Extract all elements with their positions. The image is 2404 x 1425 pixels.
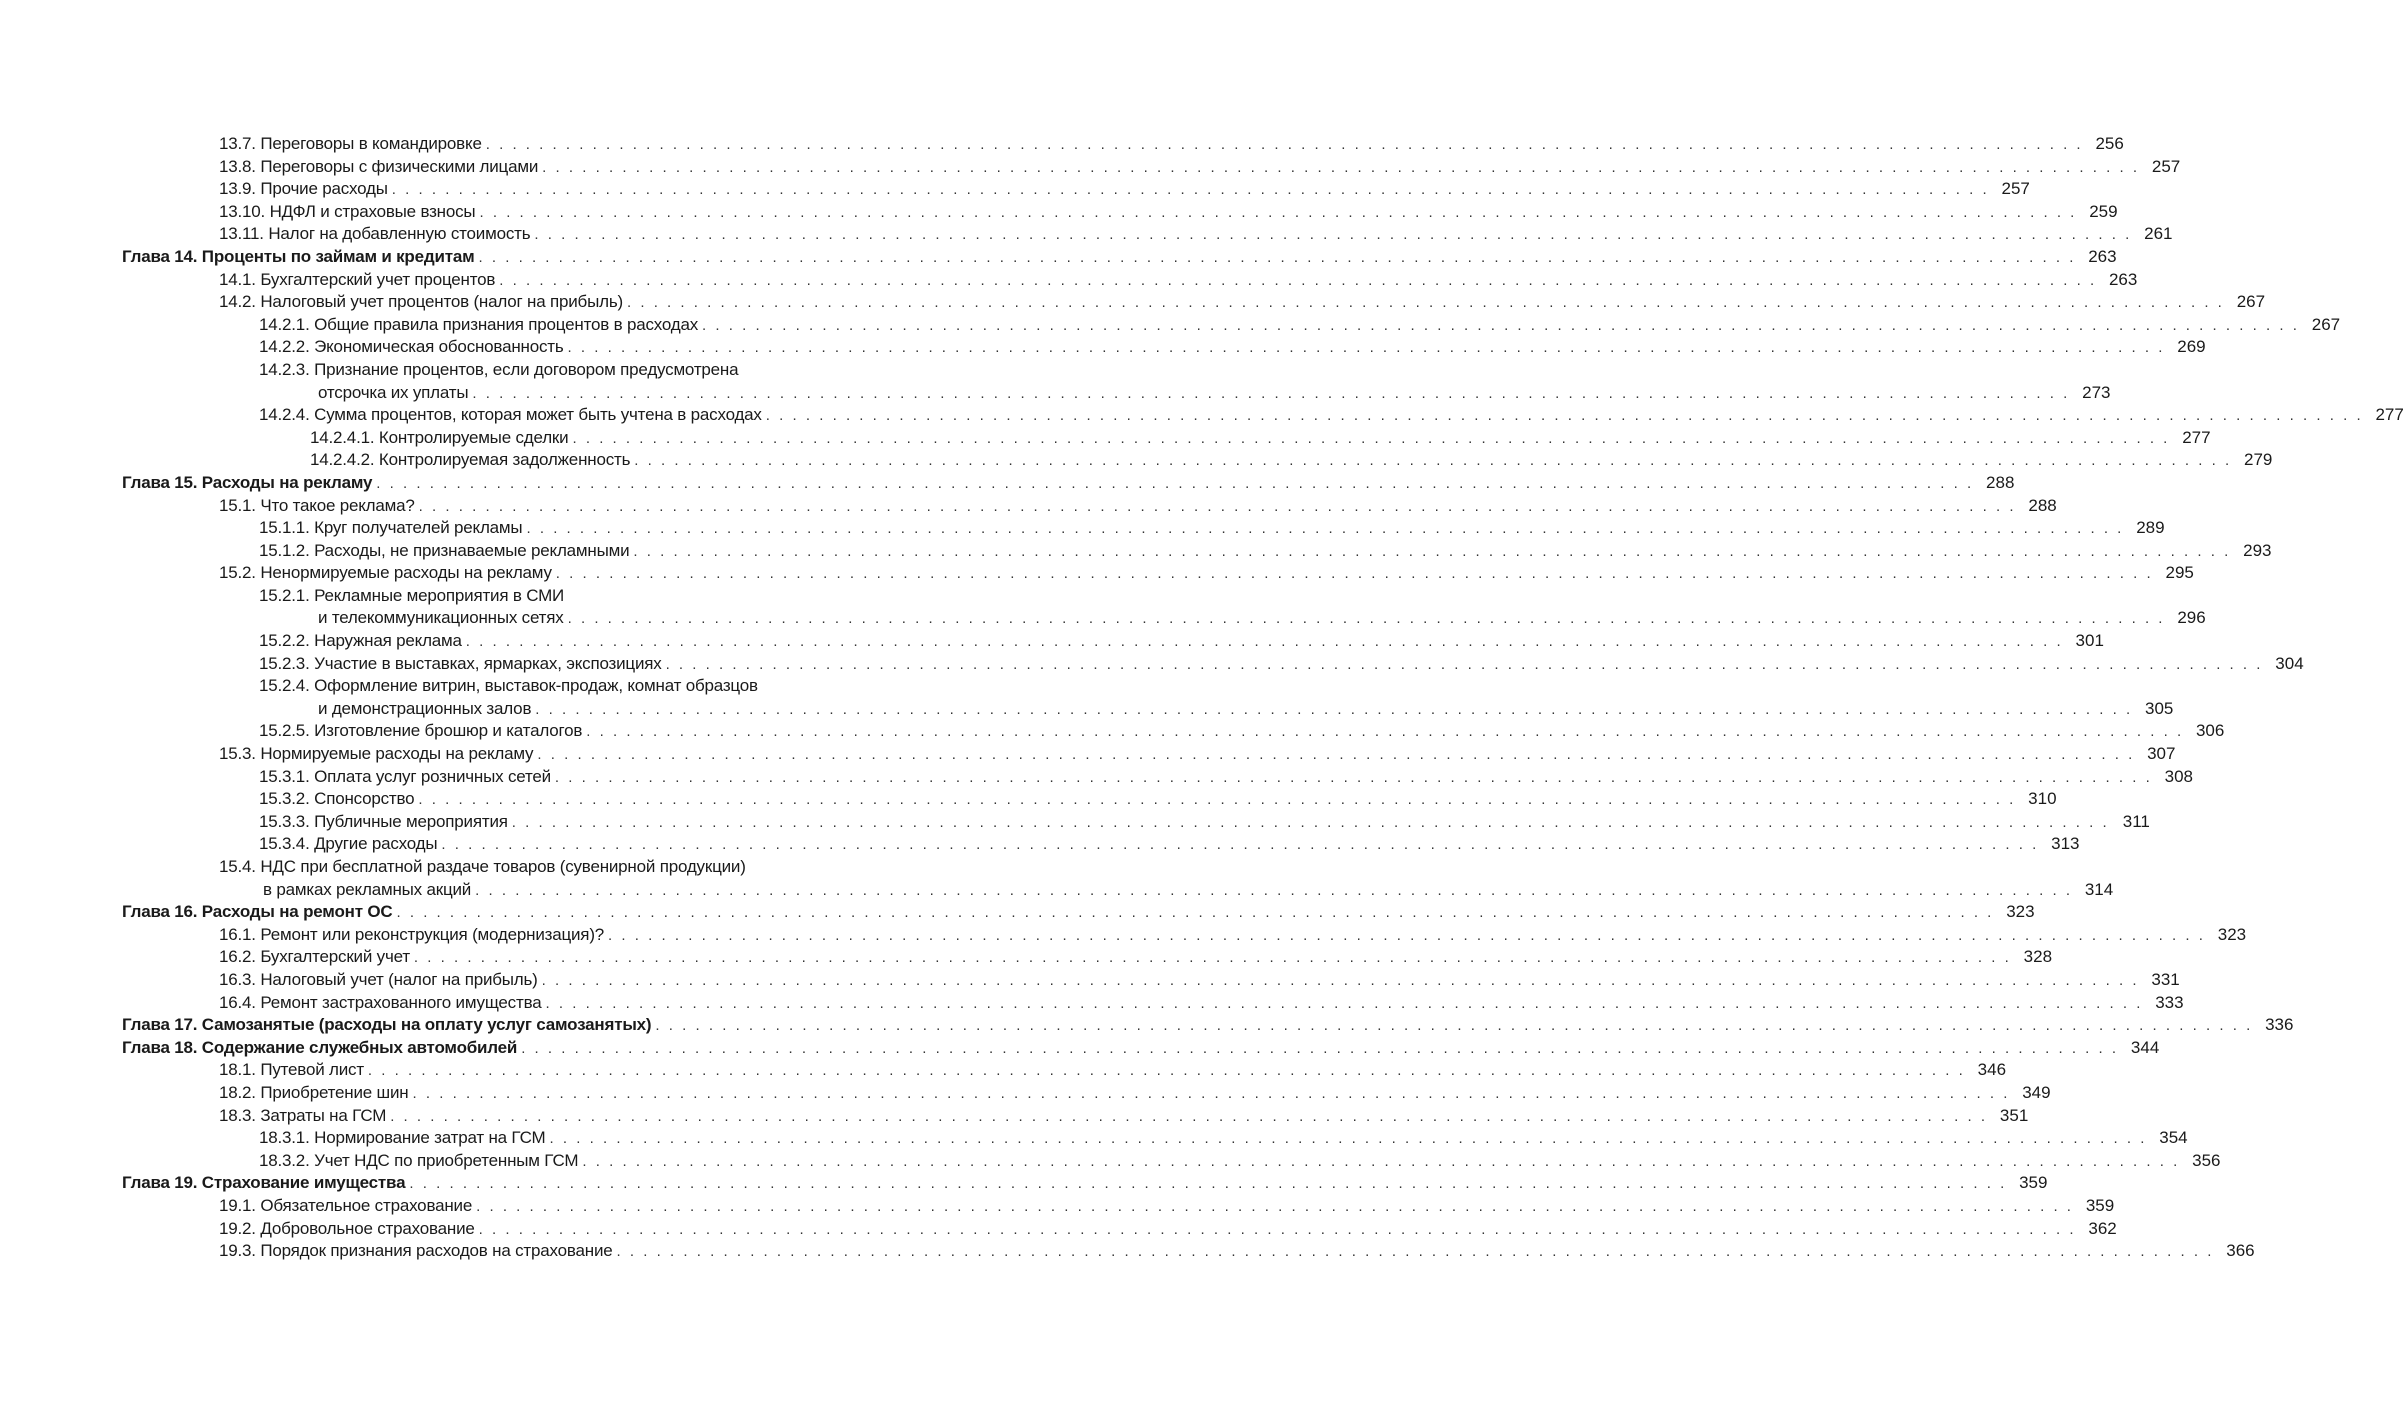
toc-page-number: 328 [2023,947,2053,967]
toc-page-number: 301 [2075,631,2104,651]
leader-dots: ........................................................................................................................ [634,452,2239,470]
toc-entry [122,811,2150,834]
toc-entry [122,382,2111,405]
toc-entry [122,404,2404,427]
leader-dots: ........................................................................................................................ [476,1197,2081,1215]
toc-entry-title: Глава 17. Самозанятые (расходы на оплату услуг самозанятых) [122,1015,652,1035]
leader-dots: ........................................................................................................................ [499,271,2104,289]
toc-entry [122,1105,2029,1128]
toc-entry-title: 15.2.3. Участие в выставках, ярмарках, экспозициях [259,653,662,673]
leader-dots: ........................................................................................................................ [535,700,2140,718]
toc-page-number: 308 [2164,766,2193,786]
leader-dots: ........................................................................................................................ [475,881,2080,899]
toc-chapter-entry [122,246,2117,269]
leader-dots: ........................................................................................................................ [582,1152,2187,1170]
toc-entry [122,336,2206,359]
toc-entry-title: 14.2.3. Признание процентов, если договором предусмотрена [259,359,739,379]
toc-entry [122,1218,2117,1241]
toc-entry-title: 14.2.4. Сумма процентов, которая может быть учтена в расходах [259,405,762,425]
leader-dots: ........................................................................................................................ [465,633,2070,651]
toc-page-number: 336 [2265,1015,2294,1035]
toc-page-number: 267 [2311,314,2341,334]
toc-entry [122,1240,2255,1263]
toc-chapter-entry [122,901,2035,924]
leader-dots: ........................................................................................................................ [478,1220,2083,1238]
toc-entry [122,495,2057,518]
toc-entry-title: 13.10. НДФЛ и страховые взносы [219,201,476,221]
toc-entry-title: 14.2.4.2. Контролируемая задолженность [310,450,631,470]
leader-dots: ........................................................................................................................ [608,926,2213,944]
leader-dots: ........................................................................................................................ [626,294,2232,312]
toc-page-number: 259 [2089,201,2118,221]
toc-page-number: 323 [2006,902,2035,922]
toc-entry-title: Глава 16. Расходы на ремонт ОС [122,902,393,922]
toc-page-number: 359 [2085,1195,2115,1215]
toc-entry-title: 13.9. Прочие расходы [219,179,388,199]
toc-chapter-entry [122,472,2015,495]
toc-entry-title: 15.3. Нормируемые расходы на рекламу [219,744,534,764]
leader-dots: ........................................................................................................................ [418,791,2023,809]
leader-dots: ........................................................................................................................ [409,1175,2014,1193]
toc-entry [122,630,2104,653]
leader-dots: ........................................................................................................................ [479,203,2084,221]
toc-entry-title: 18.3.2. Учет НДС по приобретенным ГСМ [259,1150,579,1170]
toc-entry [122,653,2304,676]
toc-page-number: 366 [2226,1241,2255,1261]
toc-entry-title: Глава 15. Расходы на рекламу [122,472,373,492]
toc-page-number: 310 [2028,789,2057,809]
toc-entry-title: и телекоммуникационных сетях [318,608,564,628]
leader-dots: ........................................................................................................................ [367,1062,1973,1080]
toc-page-number: 306 [2195,721,2225,741]
leader-dots: ........................................................................................................................ [511,813,2116,831]
leader-dots: ........................................................................................................................ [567,339,2172,357]
leader-dots: ........................................................................................................................ [541,971,2146,989]
leader-dots: ........................................................................................................................ [396,904,2001,922]
toc-entry [122,517,2165,540]
toc-page-number: 256 [2095,134,2124,153]
toc-entry-title: 16.4. Ремонт застрахованного имущества [219,992,542,1012]
toc-page-number: 304 [2275,653,2304,673]
toc-page-number: 314 [2084,879,2114,899]
toc-page-number: 307 [2147,744,2176,764]
toc-entry-title: 19.1. Обязательное страхование [219,1195,473,1215]
toc-entry [122,1059,2007,1082]
toc-entry [122,314,2341,337]
toc-page-number: 344 [2130,1037,2160,1057]
toc-entry-title: 14.2.2. Экономическая обоснованность [259,337,564,357]
leader-dots: ........................................................................................................................ [478,248,2083,266]
toc-entry-title: Глава 18. Содержание служебных автомобилей [122,1037,518,1057]
toc-page-number: 323 [2217,924,2247,944]
toc-entry [122,133,2124,156]
toc-entry [122,427,2211,450]
toc-page-number: 293 [2243,540,2272,560]
toc-entry-title: 16.3. Налоговый учет (налог на прибыль) [219,969,538,989]
toc-entry [122,698,2174,721]
toc-entry-title: 13.8. Переговоры с физическими лицами [219,156,539,176]
leader-dots: ........................................................................................................................ [537,746,2142,764]
leader-dots: ........................................................................................................................ [418,497,2023,515]
toc-page-number: 305 [2145,698,2174,718]
toc-entry-title: 14.2.4.1. Контролируемые сделки [310,427,569,447]
toc-page-number: 289 [2136,518,2165,538]
toc-page-number: 333 [2155,992,2184,1012]
leader-dots: ........................................................................................................................ [555,565,2160,583]
leader-dots: ........................................................................................................................ [616,1243,2221,1261]
toc-page-number: 269 [2177,337,2206,357]
toc-entry [122,969,2180,992]
leader-dots: ........................................................................................................................ [526,520,2131,538]
toc-page-number: 311 [2122,811,2150,831]
toc-page-number: 261 [2144,224,2173,244]
toc-entry-title: 19.3. Порядок признания расходов на страхование [219,1241,613,1261]
toc-page-number: 279 [2243,450,2273,470]
toc-entry [122,856,879,879]
leader-dots: ........................................................................................................................ [376,474,1981,492]
toc-chapter-entry [122,1014,2294,1037]
toc-entry [122,291,2266,314]
toc-entry-title: 13.7. Переговоры в командировке [219,134,482,153]
toc-entry-title: 15.2.5. Изготовление брошюр и каталогов [259,721,583,741]
toc-entry [122,946,2053,969]
toc-page-number: 346 [1977,1060,2007,1080]
leader-dots: ........................................................................................................................ [441,836,2046,854]
toc-entry-title: 15.4. НДС при бесплатной раздаче товаров (сувенирной продукции) [219,857,746,876]
toc-entry-title: 14.2. Налоговый учет процентов (налог на прибыль) [219,292,623,312]
toc-entry [122,223,2173,246]
toc-page-number: 362 [2088,1218,2117,1238]
leader-dots: ........................................................................................................................ [534,226,2139,244]
toc-entry [122,178,2030,201]
toc-chapter-entry [122,1172,2048,1195]
toc-chapter-entry [122,1037,2160,1060]
leader-dots: ........................................................................................................................ [542,158,2147,176]
toc-entry-title: 15.2. Ненормируемые расходы на рекламу [219,563,552,583]
toc-entry-title: 18.1. Путевой лист [219,1060,364,1080]
leader-dots: ........................................................................................................................ [633,542,2238,560]
toc-page-number: 288 [2028,495,2057,515]
toc-page-number: 277 [2182,427,2211,447]
toc-entry-title: 15.3.4. Другие расходы [259,834,438,854]
toc-entry [122,359,879,382]
toc-page-number: 263 [2088,246,2117,266]
toc-entry-title: 18.3.1. Нормирование затрат на ГСМ [259,1128,546,1148]
leader-dots: ........................................................................................................................ [413,949,2019,967]
leader-dots: ........................................................................................................................ [485,136,2090,153]
toc-entry [122,1195,2115,1218]
toc-entry [122,879,2114,902]
toc-entry-title: 16.2. Бухгалтерский учет [219,947,410,967]
leader-dots: ........................................................................................................................ [765,407,2370,425]
toc-entry [122,449,2273,472]
leader-dots: ........................................................................................................................ [655,1017,2260,1035]
leader-dots: ........................................................................................................................ [390,1107,1995,1125]
leader-dots: ........................................................................................................................ [572,429,2177,447]
toc-entry [122,201,2118,224]
toc-entry [122,540,2272,563]
table-of-contents [122,133,2404,1263]
toc-entry [122,1150,2221,1173]
leader-dots: ........................................................................................................................ [549,1130,2154,1148]
toc-entry-title: 18.3. Затраты на ГСМ [219,1105,387,1125]
toc-entry [122,924,2247,947]
toc-entry-title: 15.2.4. Оформление витрин, выставок-продаж, комнат образцов [259,676,758,696]
toc-page-number: 257 [2151,156,2181,176]
toc-entry [122,833,2080,856]
toc-page-number: 313 [2051,834,2080,854]
toc-page-number: 331 [2151,969,2180,989]
toc-page-number: 354 [2159,1128,2188,1148]
toc-page-number: 288 [1986,472,2015,492]
toc-page-number: 356 [2192,1150,2221,1170]
leader-dots: ........................................................................................................................ [665,655,2270,673]
toc-entry [122,607,2206,630]
toc-entry [122,720,2225,743]
toc-entry-title: 15.2.1. Рекламные мероприятия в СМИ [259,585,565,605]
toc-entry-title: 18.2. Приобретение шин [219,1082,409,1102]
toc-entry-title: Глава 14. Проценты по займам и кредитам [122,246,475,266]
toc-entry [122,766,2193,789]
toc-entry [122,562,2194,585]
toc-entry-title: 15.3.1. Оплата услуг розничных сетей [259,766,551,786]
toc-page-number: 273 [2082,382,2111,402]
toc-page-number: 295 [2165,563,2194,583]
toc-entry-title: 14.2.1. Общие правила признания процентов в расходах [259,314,699,334]
toc-entry [122,992,2184,1015]
toc-page-number: 349 [2022,1082,2051,1102]
leader-dots: ........................................................................................................................ [391,181,1996,199]
toc-page-number: 351 [1999,1105,2029,1125]
toc-entry-title: 15.1. Что такое реклама? [219,495,415,515]
toc-entry [122,1082,2051,1105]
toc-entry-title: 15.1.2. Расходы, не признаваемые рекламными [259,540,630,560]
toc-page-number: 263 [2108,269,2138,289]
toc-entry-title: 15.3.3. Публичные мероприятия [259,811,508,831]
toc-entry [122,269,2138,292]
leader-dots: ........................................................................................................................ [567,610,2172,628]
leader-dots: ........................................................................................................................ [545,994,2150,1012]
toc-entry [122,675,879,698]
toc-entry-title: Глава 19. Страхование имущества [122,1173,406,1193]
toc-entry-title: 19.2. Добровольное страхование [219,1218,475,1238]
leader-dots: ........................................................................................................................ [702,316,2307,334]
toc-page-number: 277 [2375,405,2404,425]
toc-entry-title: 15.2.2. Наружная реклама [259,631,462,651]
toc-entry [122,1127,2188,1150]
toc-page-number: 257 [2001,179,2030,199]
toc-entry-title: 16.1. Ремонт или реконструкция (модернизация)? [219,924,605,944]
toc-entry [122,788,2057,811]
toc-entry-title: 15.1.1. Круг получателей рекламы [259,518,523,538]
toc-entry-title: отсрочка их уплаты [318,382,469,402]
toc-page-number: 267 [2236,292,2266,312]
leader-dots: ........................................................................................................................ [554,768,2159,786]
toc-entry-title: и демонстрационных залов [318,698,532,718]
toc-entry-title: 13.11. Налог на добавленную стоимость [219,224,531,244]
toc-entry [122,585,879,608]
toc-entry-title: 15.3.2. Спонсорство [259,789,415,809]
leader-dots: ........................................................................................................................ [521,1039,2126,1057]
leader-dots: ........................................................................................................................ [472,384,2077,402]
toc-entry-title: 14.1. Бухгалтерский учет процентов [219,269,496,289]
toc-entry [122,743,2176,766]
toc-page-number: 359 [2019,1173,2048,1193]
toc-entry [122,156,2181,179]
leader-dots: ........................................................................................................................ [412,1084,2017,1102]
leader-dots: ........................................................................................................................ [586,723,2191,741]
toc-entry-title: в рамках рекламных акций [263,879,472,899]
toc-page-number: 296 [2177,608,2206,628]
